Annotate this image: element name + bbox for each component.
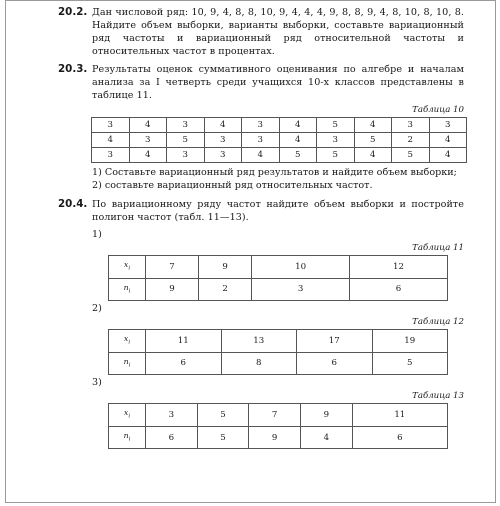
table-cell: 6 [146, 352, 222, 375]
table-cell: 6 [146, 426, 198, 449]
table-cell: 3 [317, 133, 355, 148]
table-caption: Таблица 12 [412, 317, 464, 328]
table-cell: 7 [249, 404, 301, 427]
problem-text: Результаты оценок суммативного оценивания по алгебре и началам анализа за I четверть среди учащихся 10-х классов представлены в таблице 11. [92, 64, 464, 101]
row-header-symbol: x [123, 334, 129, 344]
table-cell: 6 [297, 352, 373, 375]
table-cell: 3 [146, 404, 198, 427]
table-cell: 4 [429, 133, 467, 148]
table-cell: 3 [242, 118, 280, 133]
problem-number: 20.3. [58, 63, 88, 75]
table-row [109, 404, 448, 427]
table-cell: 3 [167, 118, 205, 133]
table-cell: 3 [204, 133, 242, 148]
problem-text: По вариационному ряду частот найдите объем выборки и постройте полигон частот (табл. 11—13). [92, 199, 464, 223]
task-list [92, 167, 464, 192]
table-cell: 4 [279, 118, 317, 133]
table-cell: 3 [252, 278, 350, 301]
problem-20-3 [58, 63, 464, 102]
table-cell: 4 [129, 118, 167, 133]
table-row [109, 330, 448, 353]
frequency-table [108, 403, 448, 449]
row-header [109, 426, 146, 449]
table-10 [91, 117, 467, 163]
row-header [109, 330, 146, 353]
frequency-table [108, 329, 448, 375]
table-cell: 4 [279, 133, 317, 148]
table-cell: 3 [392, 118, 430, 133]
table-cell: 5 [279, 148, 317, 163]
table-cell: 6 [350, 278, 448, 301]
table-cell: 9 [199, 256, 252, 279]
table-cell: 9 [146, 278, 199, 301]
table-cell: 5 [317, 148, 355, 163]
table-row [109, 352, 448, 375]
table-row [109, 256, 448, 279]
table-cell: 11 [352, 404, 447, 427]
textbook-page [58, 6, 464, 449]
subproblem-label: 3) [92, 377, 102, 389]
table-cell: 4 [354, 148, 392, 163]
table-cell: 10 [252, 256, 350, 279]
table-cell: 5 [354, 133, 392, 148]
row-header-symbol: x [123, 260, 129, 269]
table-cell: 4 [92, 133, 130, 148]
row-header [109, 278, 146, 301]
table-row [109, 278, 448, 301]
row-header-index: i [128, 436, 131, 443]
table-cell: 7 [146, 256, 199, 279]
row-header [109, 352, 146, 375]
table-cell: 4 [300, 426, 352, 449]
table-cell: 3 [429, 118, 467, 133]
problem-20-4 [58, 198, 464, 224]
table-cell: 5 [317, 118, 355, 133]
row-header [109, 256, 146, 279]
table-cell: 2 [392, 133, 430, 148]
frequency-table [108, 255, 448, 301]
problem-number: 20.4. [58, 198, 88, 210]
table-cell: 4 [204, 118, 242, 133]
table-cell: 2 [199, 278, 252, 301]
table-row [92, 118, 467, 133]
row-header-index: i [128, 362, 131, 369]
table-cell: 3 [204, 148, 242, 163]
table-row [92, 148, 467, 163]
problem-20-2 [58, 6, 464, 58]
table-cell: 5 [167, 133, 205, 148]
table-cell: 4 [242, 148, 280, 163]
table-cell: 12 [350, 256, 448, 279]
table-cell: 3 [129, 133, 167, 148]
table-row [109, 426, 448, 449]
table-cell: 19 [372, 330, 448, 353]
task-2: 2) составьте вариационный ряд относительных частот. [92, 179, 373, 191]
row-header-index: i [128, 265, 131, 272]
table-row [92, 133, 467, 148]
table-cell: 6 [352, 426, 447, 449]
table-caption: Таблица 10 [412, 105, 464, 115]
row-header [109, 404, 146, 427]
row-header-index: i [128, 288, 131, 295]
table-cell: 8 [221, 352, 297, 375]
row-header-symbol: x [123, 408, 129, 418]
problem-text: Дан числовой ряд: 10, 9, 4, 8, 8, 10, 9, 4, 4, 4, 9, 8, 8, 9, 4, 8, 10, 8, 10, 8. Найдите объем выборки, варианты выборки, составьте вариационный ряд частоты и вариационный ряд относительной частоты и относительных частот в процентах. [92, 7, 464, 57]
table-caption: Таблица 11 [412, 243, 464, 253]
table-cell: 9 [249, 426, 301, 449]
table-cell: 4 [354, 118, 392, 133]
problem-number: 20.2. [58, 6, 88, 18]
table-cell: 5 [197, 426, 249, 449]
row-header-index: i [128, 413, 131, 420]
subproblem-label: 2) [92, 303, 102, 315]
table-cell: 4 [429, 148, 467, 163]
table-cell: 3 [167, 148, 205, 163]
frequency-tables [58, 229, 464, 449]
table-cell: 5 [372, 352, 448, 375]
task-1: 1) Составьте вариационный ряд результатов и найдите объем выборки; [92, 167, 457, 178]
row-header-symbol: n [123, 430, 129, 440]
subproblem-label: 1) [92, 229, 102, 240]
table-cell: 9 [300, 404, 352, 427]
row-header-index: i [128, 339, 131, 346]
table-cell: 11 [146, 330, 222, 353]
row-header-symbol: n [123, 356, 129, 366]
table-cell: 4 [129, 148, 167, 163]
table-cell: 5 [197, 404, 249, 427]
table-cell: 3 [242, 133, 280, 148]
table-cell: 3 [92, 118, 130, 133]
table-cell: 13 [221, 330, 297, 353]
table-cell: 5 [392, 148, 430, 163]
row-header-symbol: n [123, 282, 129, 292]
table-cell: 3 [92, 148, 130, 163]
table-cell: 17 [297, 330, 373, 353]
table-caption: Таблица 13 [412, 391, 464, 402]
